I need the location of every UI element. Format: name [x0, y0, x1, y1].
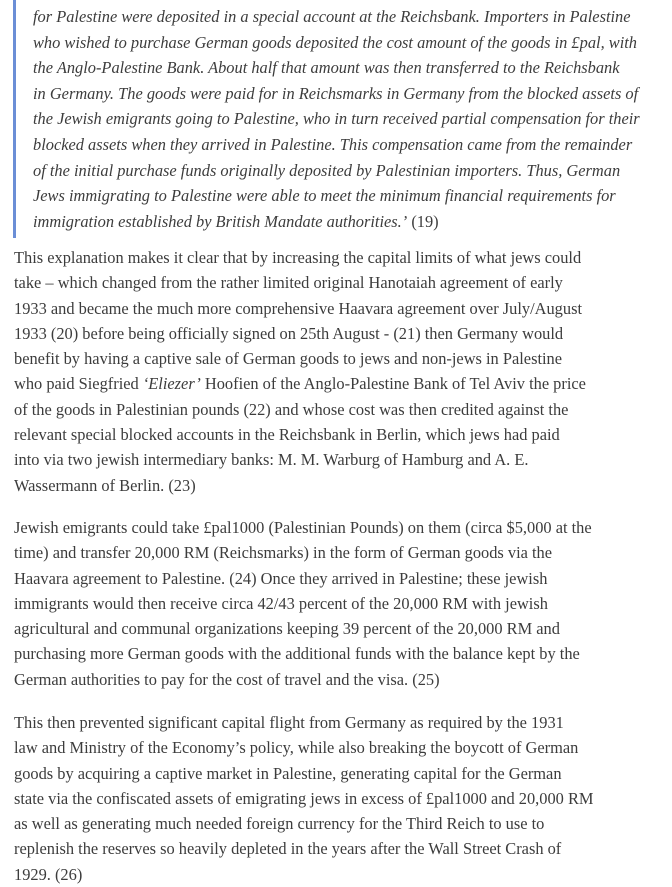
paragraph-emigrant-transfer: Jewish emigrants could take £pal1000 (Palestinian Pounds) on them (circa $5,000 at the time) and transfer 20,000 RM (Reichsmarks) in the form of German goods via the Haavara agreement to Palestine. (24) Once they arrived in Palestine; these jewish immigrants would then receive circa 42/43 percent of the 20,000 RM with jewish agricultural and communal organizations keeping 39 percent of the 20,000 RM and purchasing more German goods with the additional funds with the balance kept by the German authorities to pay for the cost of travel and the visa. (25) [14, 518, 592, 689]
blockquote-reference: (19) [407, 211, 439, 231]
blockquote [13, 0, 643, 238]
blockquote-quote: for Palestine were deposited in a special account at the Reichsbank. Importers in Palestine who wished to purchase German goods deposited the cost amount of the goods in £pal, with the Anglo-Palestine Bank. About half that amount was then transferred to the Reichsbank in Germany. The goods were paid for in Reichsmarks in Germany from the blocked assets of the Jewish emigrants going to Palestine, who in turn received partial compensation for their blocked assets when they arrived in Palestine. This compensation came from the remainder of the initial purchase funds originally deposited by Palestinian importers. Thus, German Jews immigrating to Palestine were able to meet the minimum financial requirements for immigration established by British Mandate authorities.’ [33, 7, 640, 231]
paragraph-capital-flight: This then prevented significant capital flight from Germany as required by the 1931 law and Ministry of the Economy’s policy, while also breaking the boycott of German goods by acquiring a captive market in Palestine, generating capital for the German state via the confiscated assets of emigrating jews in excess of £pal1000 and 20,000 RM as well as generating much needed foreign currency for the Third Reich to use to replenish the reserves so heavily depleted in the years after the Wall Street Crash of 1929. (26) [14, 713, 594, 884]
paragraph-1-italic-name: ‘Eliezer’ [142, 374, 201, 394]
paragraph-haavara-explanation [14, 245, 654, 498]
blockquote-text [33, 4, 643, 234]
paragraph-1-part-b: Hoofien of the Anglo-Palestine Bank of Tel Aviv the price of the goods in Palestinian pounds (22) and whose cost was then credited against the relevant special blocked accounts in the Reichsbank in Berlin, which jews had paid into via two jewish intermediary banks: M. M. Warburg of Hamburg and A. E. Wassermann of Berlin. (23) [14, 374, 586, 495]
paragraph-1-part-a: This explanation makes it clear that by increasing the capital limits of what jews could take – which changed from the rather limited original Hanotaiah agreement of early 1933 and became the much more comprehensive Haavara agreement over July/August 1933 (20) before being officially signed on 25th August - (21) then Germany would benefit by having a captive sale of German goods to jews and non-jews in Palestine who paid Siegfried [14, 248, 582, 394]
